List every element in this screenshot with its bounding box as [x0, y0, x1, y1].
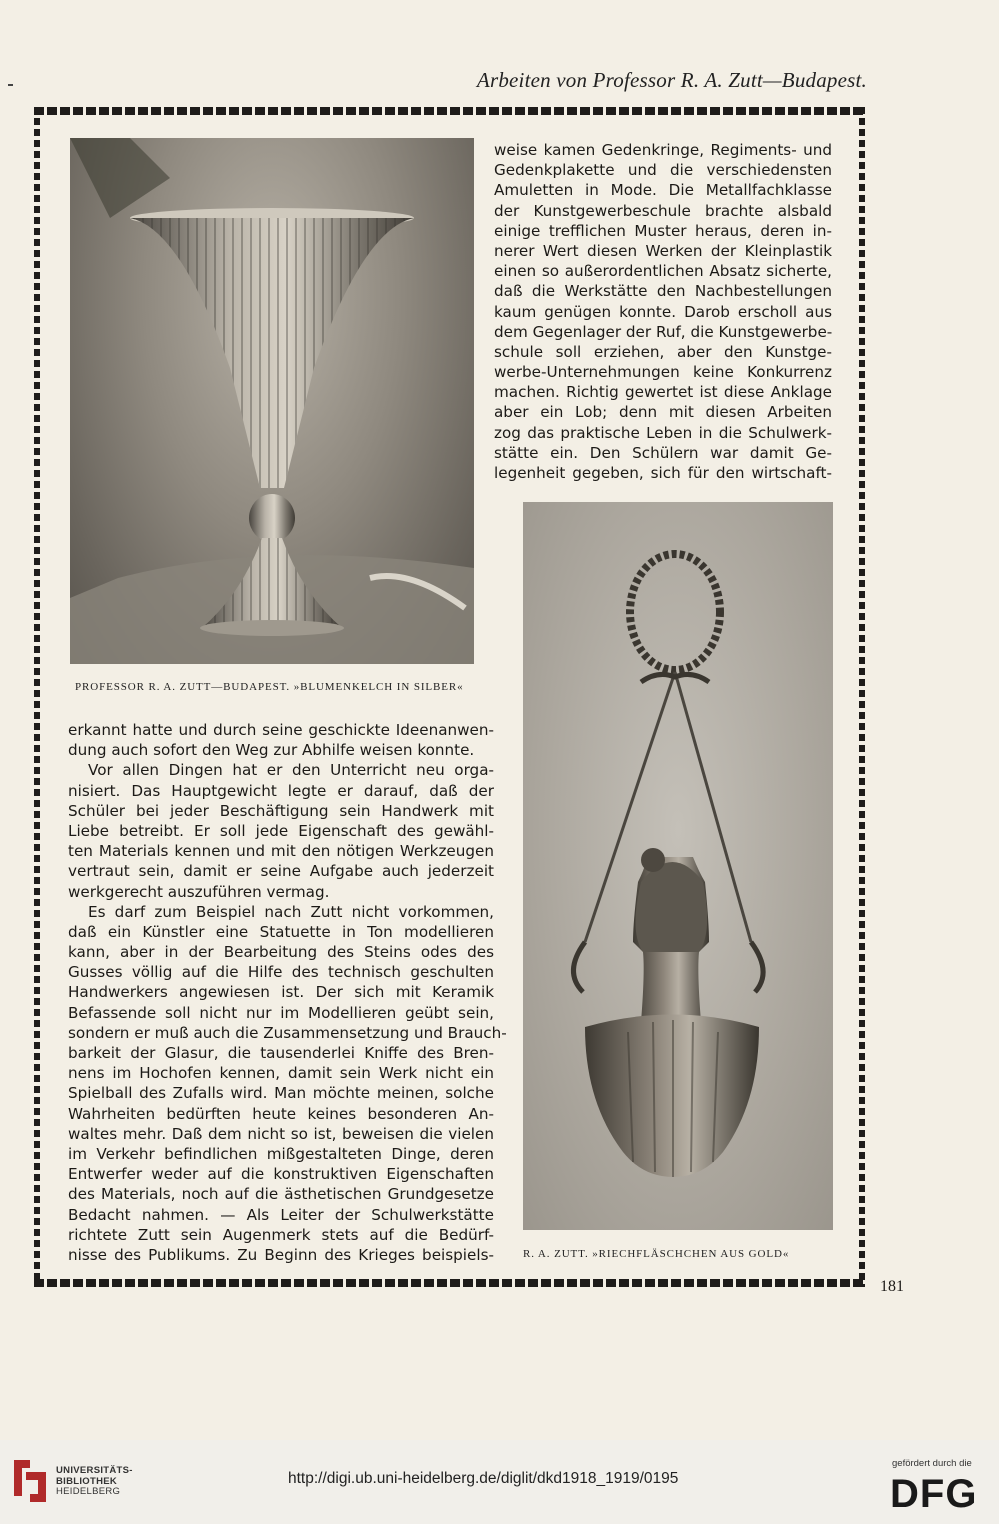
running-head: Arbeiten von Professor R. A. Zutt—Budapest.: [476, 68, 867, 92]
text-line: waltes mehr. Daß dem nicht so ist, beweisen die vielen: [68, 1124, 494, 1143]
text-line: Vor allen Dingen hat er den Unterricht neu orga-: [88, 761, 494, 780]
text-line: erkannt hatte und durch seine geschickte Ideenanwen-: [68, 721, 494, 739]
border-top: [34, 107, 865, 115]
vase-photo: [70, 138, 474, 664]
text-line: Es darf zum Beispiel nach Zutt nicht vorkommen,: [88, 902, 494, 921]
text-line: nens im Hochofen kennen, damit sein Werk nicht ein: [68, 1064, 494, 1083]
text-line: Liebe betreibt. Er soll jede Eigenschaft des gewähl-: [68, 821, 494, 840]
library-line: HEIDELBERG: [56, 1486, 121, 1497]
text-line: nerer Wert diesen Werken der Kleinplastik: [494, 241, 832, 260]
funding-label: gefördert durch die: [892, 1458, 972, 1469]
permalink[interactable]: http://digi.ub.uni-heidelberg.de/diglit/dkd1918_1919/0195: [288, 1470, 679, 1487]
border-bottom: [34, 1279, 865, 1287]
text-line: des Materials, noch auf die ästhetischen Grundgesetze: [68, 1185, 494, 1204]
text-line: werkgerecht auszuführen vermag.: [68, 882, 330, 901]
text-line: nisiert. Das Hauptgewicht legte er darauf, daß der: [68, 781, 494, 800]
figure-caption: PROFESSOR R. A. ZUTT—BUDAPEST. »BLUMENKELCH IN SILBER«: [75, 681, 464, 693]
library-line: BIBLIOTHEK: [56, 1475, 118, 1487]
figure-caption: R. A. ZUTT. »RIECHFLÄSCHCHEN AUS GOLD«: [523, 1248, 790, 1260]
text-line: Amuletten in Mode. Die Metallfachklasse: [494, 181, 832, 200]
dfg-logo[interactable]: DFG: [890, 1472, 978, 1516]
text-line: weise kamen Gedenkringe, Regiments- und: [494, 141, 832, 159]
text-line: im Verkehr befindlichen mißgestalteten Dinge, deren: [68, 1144, 494, 1163]
border-left: [34, 107, 40, 1287]
text-line: legenheit gegeben, sich für den wirtschaft-: [494, 464, 832, 482]
text-line: einige trefflichen Muster heraus, deren in-: [494, 221, 832, 240]
text-line: kaum genügen konnte. Darob erscholl aus: [494, 302, 832, 321]
perfume-bottle-photo: [523, 502, 833, 1230]
text-line: vertraut sein, damit er seine Aufgabe auch jederzeit: [68, 862, 494, 881]
border-right: [859, 107, 865, 1287]
text-line: aber ein Lob; denn mit diesen Arbeiten: [494, 403, 832, 422]
bottle-illustration: [523, 502, 833, 1230]
text-line: Schüler bei jeder Beschäftigung sein Handwerk mit: [68, 801, 494, 820]
text-line: Handwerkers angewiesen ist. Der sich mit Keramik: [68, 983, 494, 1002]
text-line: Spielball des Zufalls wird. Man möchte meinen, solche: [68, 1084, 494, 1103]
text-line: richtete Zutt sein Augenmerk stets auf die Bedürf-: [68, 1225, 494, 1244]
text-line: kann, aber in der Bearbeitung des Steins odes des: [68, 943, 494, 962]
text-line: daß ein Künstler eine Statuette in Ton modellieren: [68, 922, 494, 941]
text-line: Wahrheiten bedürften heute keines besonderen An-: [68, 1104, 494, 1123]
text-line: Entwerfer weder auf die konstruktiven Eigenschaften: [68, 1165, 494, 1184]
text-line: Befassende soll nicht nur im Modellieren geübt sein,: [68, 1003, 494, 1022]
margin-mark: [8, 84, 13, 86]
text-line: Gedenkplakette und die verschiedensten: [494, 161, 832, 180]
university-library-logo-icon[interactable]: [10, 1458, 50, 1504]
text-line: einen so außerordentlichen Absatz sicherte,: [494, 262, 832, 281]
text-column-left: [68, 720, 507, 1265]
page-number: 181: [880, 1278, 904, 1295]
text-line: sondern er muß auch die Zusammensetzung und Brauch-: [68, 1023, 507, 1042]
library-line: UNIVERSITÄTS-: [56, 1465, 133, 1476]
text-line: stätte ein. Den Schülern war damit Ge-: [494, 443, 832, 462]
text-line: werbe-Unternehmungen keine Konkurrenz: [494, 363, 832, 382]
text-line: zog das praktische Leben in die Schulwerk-: [494, 423, 832, 442]
text-line: dung auch sofort den Weg zur Abhilfe weisen konnte.: [68, 741, 475, 760]
text-line: dem Gegenlager der Ruf, die Kunstgewerbe-: [494, 322, 833, 341]
text-line: barkeit der Glasur, die tausenderlei Kniffe des Bren-: [68, 1044, 494, 1062]
text-line: daß die Werkstätte den Nachbestellungen: [494, 282, 832, 301]
text-line: machen. Richtig gewertet ist diese Anklage: [494, 383, 832, 402]
text-line: der Kunstgewerbeschule brachte alsbald: [494, 201, 832, 220]
text-line: nisse des Publikums. Zu Beginn des Krieges beispiels-: [68, 1245, 494, 1264]
university-library-name[interactable]: [56, 1466, 133, 1498]
text-line: ten Materials kennen und mit den nötigen Werkzeugen: [68, 842, 494, 861]
text-column-right: [494, 140, 832, 483]
text-line: Gusses völlig auf die Hilfe des technisch geschulten: [68, 963, 494, 982]
text-line: schule soll erziehen, aber den Kunstge-: [494, 342, 832, 361]
text-line: Bedacht nahmen. — Als Leiter der Schulwerkstätte: [68, 1205, 494, 1224]
vase-illustration: [70, 138, 474, 664]
